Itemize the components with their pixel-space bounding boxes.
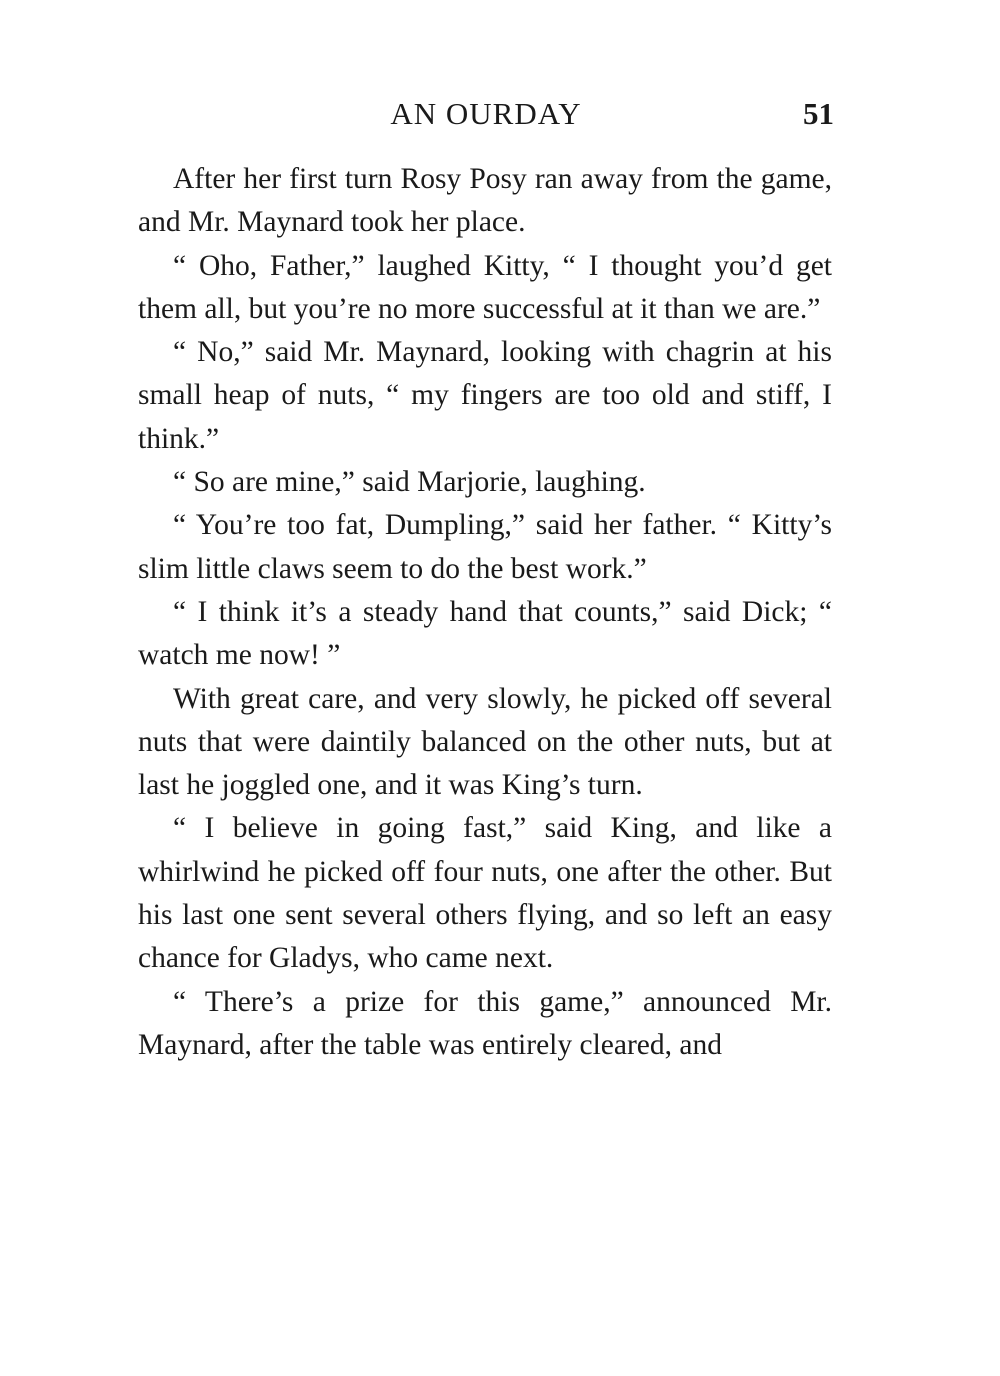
paragraph: With great care, and very slowly, he picked off several nuts that were daintily balanced on the other nuts, but at last he joggled one, and it was King’s turn. [138,682,832,802]
paragraph: “ I think it’s a steady hand that counts,” said Dick; “ watch me now! ” [138,595,832,672]
paragraph: “ No,” said Mr. Maynard, looking with chagrin at his small heap of nuts, “ my fingers are too old and stiff, I think.” [138,336,832,455]
paragraph: After her first turn Rosy Posy ran away from the game, and Mr. Maynard took her place. [138,163,832,239]
paragraph: “ There’s a prize for this game,” announced Mr. Maynard, after the table was entirely cleared, and [138,985,832,1061]
paragraph: “ You’re too fat, Dumpling,” said her father. “ Kitty’s slim little claws seem to do the best work.” [138,509,832,585]
page-number: 51 [803,96,834,131]
body-text [138,158,832,1067]
running-title: AN OURDAY [390,96,582,131]
running-head [138,92,834,136]
paragraph: “ So are mine,” said Marjorie, laughing. [173,466,646,499]
paragraph: “ Oho, Father,” laughed Kitty, “ I thought you’d get them all, but you’re no more successful at it than we are.” [138,249,832,325]
paragraph: “ I believe in going fast,” said King, and like a whirlwind he picked off four nuts, one after the other. But his last one sent several others flying, and so left an easy chance for Gladys, who came next. [138,812,832,975]
